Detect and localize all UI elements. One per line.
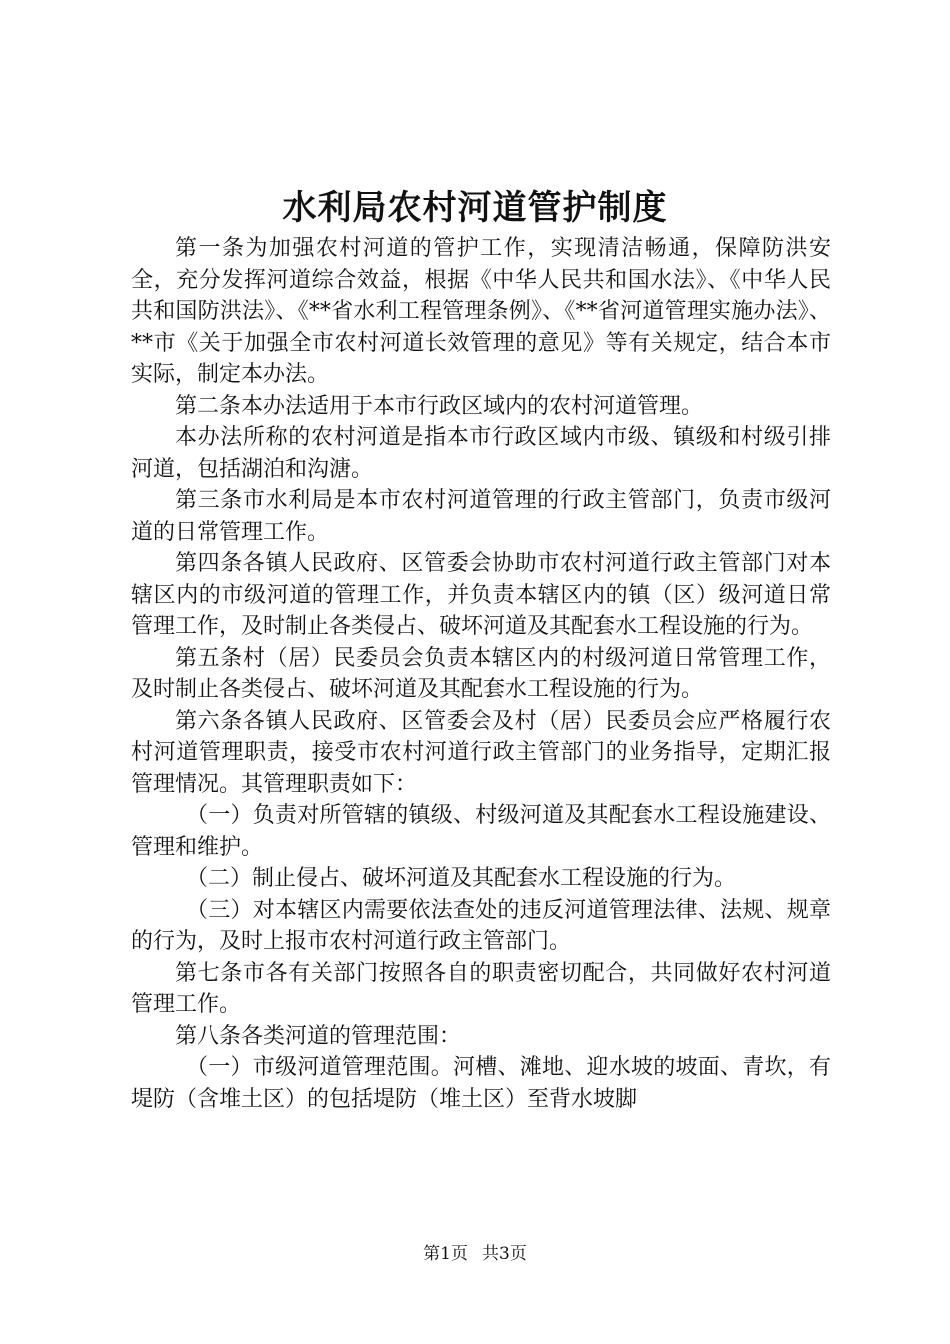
paragraph-article-2: 第二条本办法适用于本市行政区域内的农村河道管理。 xyxy=(175,393,704,419)
paragraph-article-4: 第四条各镇人民政府、区管委会协助市农村河道行政主管部门对本辖区内的市级河道的管理工作，并负责本辖区内的镇（区）级河道日常管理工作，及时制止各类侵占、破坏河道及其配套水工程设施的行为。 xyxy=(131,551,831,639)
paragraph-article-3: 第三条市水利局是本市农村河道管理的行政主管部门，负责市级河道的日常管理工作。 xyxy=(131,488,831,545)
paragraph-article-6: 第六条各镇人民政府、区管委会及村（居）民委员会应严格履行农村河道管理职责，接受市农村河道行政主管部门的业务指导，定期汇报管理情况。其管理职责如下： xyxy=(131,708,831,797)
document-body xyxy=(131,233,831,1115)
paragraph-article-5: 第五条村（居）民委员会负责本辖区内的村级河道日常管理工作，及时制止各类侵占、破坏河道及其配套水工程设施的行为。 xyxy=(131,645,831,702)
page-footer xyxy=(0,1242,950,1266)
document-title: 水利局农村河道管护制度 xyxy=(282,188,668,228)
paragraph-article-8: 第八条各类河道的管理范围： xyxy=(175,1023,462,1049)
paragraph-article-1: 第一条为加强农村河道的管护工作，实现清洁畅通，保障防洪安全，充分发挥河道综合效益，根据《中华人民共和国水法》、《中华人民共和国防洪法》、《**省水利工程管理条例》、《**省河道管理实施办法》、**市《关于加强全市农村河道长效管理的意见》等有关规定，结合本市实际，制定本办法。 xyxy=(131,236,831,387)
paragraph-article-7: 第七条市各有关部门按照各自的职责密切配合，共同做好农村河道管理工作。 xyxy=(131,960,831,1017)
paragraph-definition: 本办法所称的农村河道是指本市行政区域内市级、镇级和村级引排河道，包括湖泊和沟溏。 xyxy=(131,425,831,482)
paragraph-duty-1: （一）负责对所管辖的镇级、村级河道及其配套水工程设施建设、管理和维护。 xyxy=(131,803,831,860)
page-number: 第1页 xyxy=(423,1244,468,1264)
page-total: 共3页 xyxy=(482,1244,527,1264)
paragraph-duty-2: （二）制止侵占、破坏河道及其配套水工程设施的行为。 xyxy=(186,866,737,891)
paragraph-duty-3: （三）对本辖区内需要依法查处的违反河道管理法律、法规、规章的行为，及时上报市农村河道行政主管部门。 xyxy=(131,897,831,954)
paragraph-scope-1: （一）市级河道管理范围。河槽、滩地、迎水坡的坡面、青坎，有堤防（含堆土区）的包括堤防（堆土区）至背水坡脚 xyxy=(131,1055,831,1112)
